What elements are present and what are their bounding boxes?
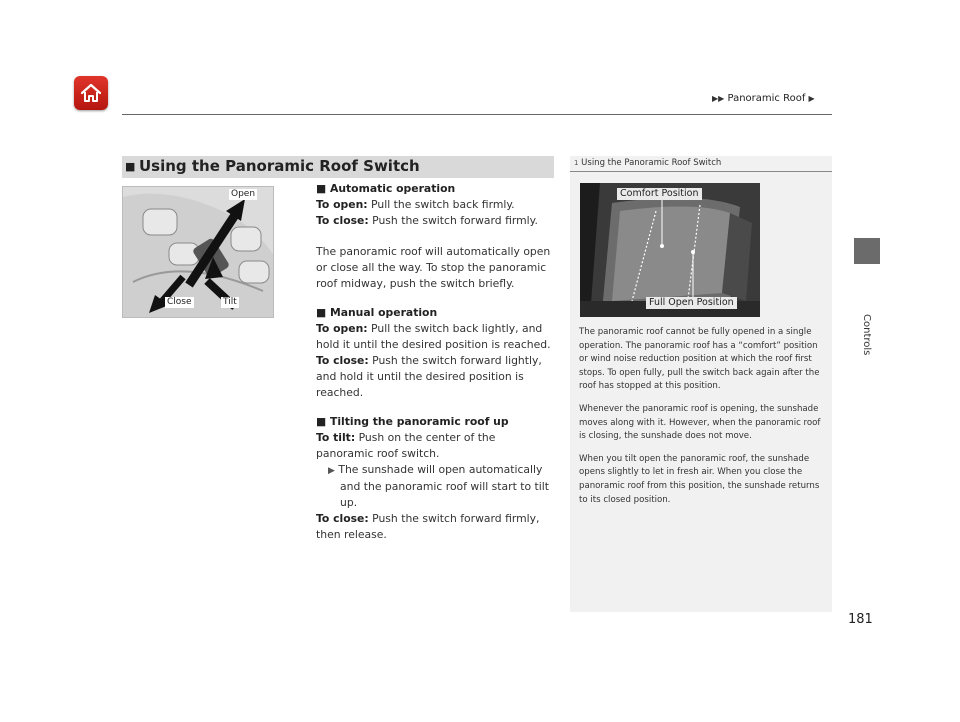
note-divider: [570, 171, 832, 172]
roof-switch-illustration: [122, 186, 274, 318]
tilt-note-arrow-icon: ▶: [328, 466, 335, 476]
note-heading-text: Using the Panoramic Roof Switch: [581, 158, 722, 168]
tilt-close-text: Push the switch forward firmly, then release.: [316, 512, 540, 541]
section-tab-marker[interactable]: [854, 238, 880, 264]
auto-open-line: [316, 197, 556, 213]
auto-close-text: Push the switch forward firmly.: [372, 214, 538, 227]
manual-close-label: To close:: [316, 354, 369, 367]
tilt-label: Tilt: [223, 297, 237, 307]
manual-open-label: To open:: [316, 322, 368, 335]
tilt-text: Push on the center of the panoramic roof switch.: [316, 431, 496, 460]
breadcrumb-link[interactable]: Panoramic Roof: [727, 93, 806, 104]
auto-paragraph: The panoramic roof will automatically open or close all the way. To stop the panoramic roof midway, push the switch briefly.: [316, 245, 551, 290]
full-open-position-label: Full Open Position: [646, 297, 737, 309]
note-heading: [574, 158, 721, 168]
note-paragraph: The panoramic roof cannot be fully opened in a single operation. The panoramic roof has a “comfort” position or wind noise reduction position at which the roof first stops. To open fully, pull the switch back again after the roof has stopped at this position.: [579, 327, 820, 392]
open-label: Open: [231, 189, 256, 199]
tilt-text-label: To tilt:: [316, 431, 356, 444]
header-divider: [122, 114, 832, 115]
section-marker-icon: ■: [125, 160, 136, 173]
auto-open-label: To open:: [316, 198, 368, 211]
auto-open-text: Pull the switch back firmly.: [371, 198, 515, 211]
close-label: Close: [167, 297, 192, 307]
breadcrumb: [712, 93, 815, 104]
section-title: Using the Panoramic Roof Switch: [139, 157, 420, 175]
console-drawing: [123, 187, 274, 318]
breadcrumb-arrows-icon: ▶▶: [712, 94, 725, 103]
tilt-close-label: To close:: [316, 512, 369, 525]
note-paragraph: When you tilt open the panoramic roof, the sunshade opens slightly to let in fresh air. When you close the panoramic roof from this position, the sunshade returns to its closed position.: [579, 453, 820, 505]
note-ref-icon: 1: [574, 159, 579, 167]
manual-close-line: [316, 353, 556, 401]
manual-close-text: Push the switch forward lightly, and hold it until the desired position is reached.: [316, 354, 542, 399]
manual-open-line: [316, 321, 556, 353]
auto-close-label: To close:: [316, 214, 369, 227]
page-number: 181: [848, 612, 873, 627]
section-tab-label: Controls: [861, 314, 872, 356]
breadcrumb-arrow-icon: ▶: [808, 94, 815, 103]
tilt-note: [316, 462, 556, 511]
instructions-column: [316, 181, 556, 543]
tilt-line: [316, 430, 556, 462]
note-paragraph: Whenever the panoramic roof is opening, the sunshade moves along with it. However, when the panoramic roof is closing, the sunshade does not move.: [579, 403, 821, 442]
manual-operation-heading: ■ Manual operation: [316, 306, 438, 319]
automatic-operation-heading: ■ Automatic operation: [316, 182, 456, 195]
auto-close-line: [316, 213, 556, 229]
section-header: [122, 156, 554, 178]
tilt-heading: ■ Tilting the panoramic roof up: [316, 415, 509, 428]
tilt-close-line: [316, 511, 556, 543]
roof-positions-photo: [580, 183, 760, 317]
home-icon: [79, 81, 103, 105]
home-button[interactable]: [74, 76, 108, 110]
tilt-note-text: The sunshade will open automatically and the panoramic roof will start to tilt up.: [338, 463, 549, 509]
manual-open-text: Pull the switch back lightly, and hold it until the desired position is reached.: [316, 322, 551, 351]
note-body: [579, 326, 825, 516]
comfort-position-label: Comfort Position: [617, 188, 702, 200]
